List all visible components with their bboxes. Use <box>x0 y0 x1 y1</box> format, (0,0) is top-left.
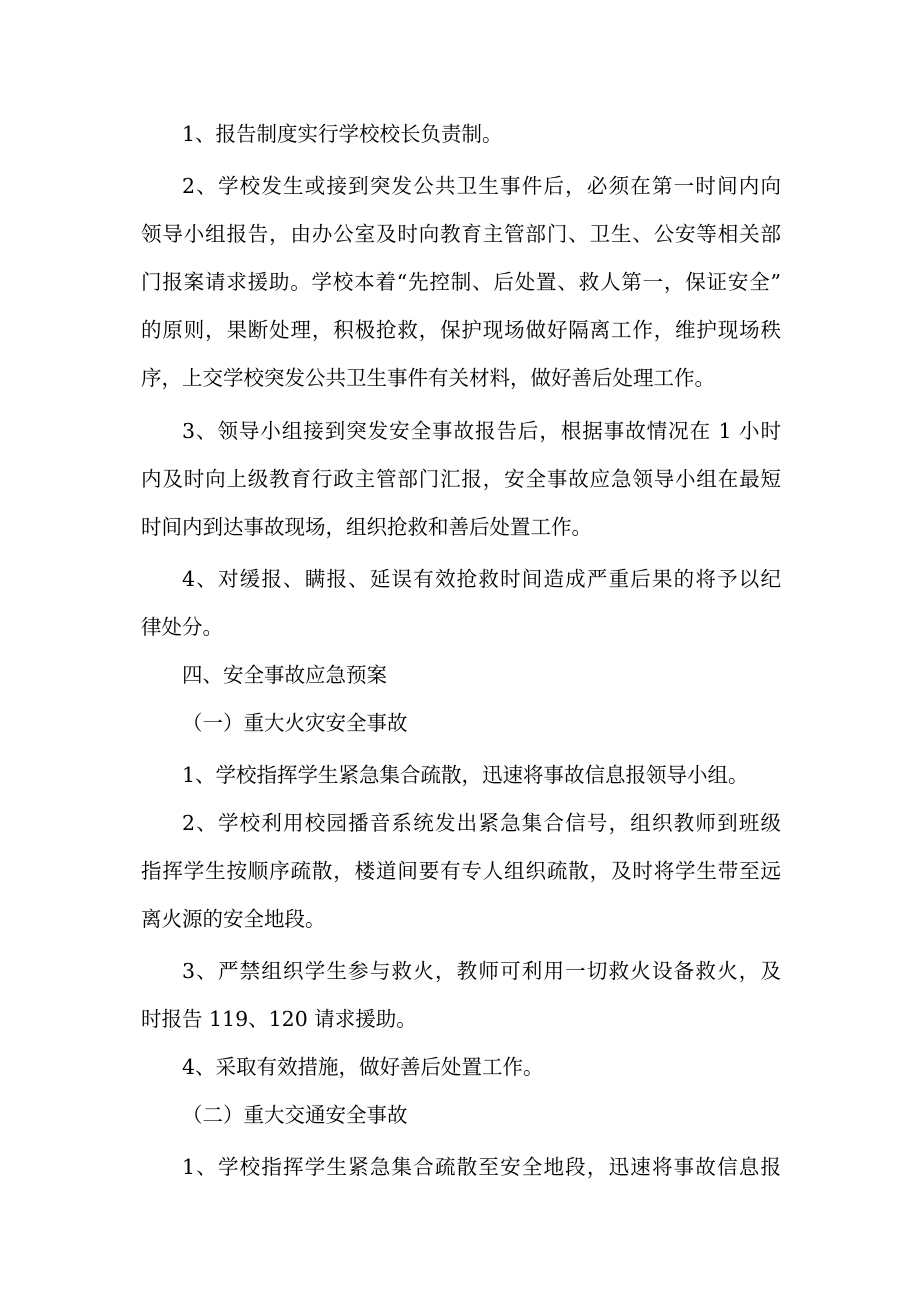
paragraph-penalty-line-1: 4、对缓报、瞒报、延误有效抢救时间造成严重后果的将予以纪 <box>182 567 781 591</box>
paragraph-leader-report-line-3: 时间内到达事故现场，组织抢救和善后处置工作。 <box>141 515 592 539</box>
paragraph-traffic-1: 1、学校指挥学生紧急集合疏散至安全地段，迅速将事故信息报 <box>182 1155 781 1179</box>
subsection-heading-fire: （一）重大火灾安全事故 <box>182 711 408 735</box>
subsection-heading-traffic: （二）重大交通安全事故 <box>182 1103 408 1127</box>
section-heading-emergency-plan: 四、安全事故应急预案 <box>182 663 387 687</box>
paragraph-fire-2-line-3: 离火源的安全地段。 <box>141 907 326 931</box>
paragraph-fire-4: 4、采取有效措施，做好善后处置工作。 <box>182 1055 544 1079</box>
paragraph-fire-2-line-1: 2、学校利用校园播音系统发出紧急集合信号，组织教师到班级 <box>182 811 781 835</box>
paragraph-incident-reporting-line-1: 2、学校发生或接到突发公共卫生事件后，必须在第一时间内向 <box>182 174 781 198</box>
paragraph-incident-reporting-line-3: 门报案请求援助。学校本着“先控制、后处置、救人第一，保证安全” <box>141 270 781 294</box>
paragraph-fire-3-line-1: 3、严禁组织学生参与救火，教师可利用一切救火设备救火，及 <box>182 959 781 983</box>
paragraph-fire-2-line-2: 指挥学生按顺序疏散，楼道间要有专人组织疏散，及时将学生带至远 <box>141 859 781 883</box>
paragraph-fire-3-line-2: 时报告 119、120 请求援助。 <box>141 1007 417 1031</box>
paragraph-report-system: 1、报告制度实行学校校长负责制。 <box>182 122 503 146</box>
paragraph-incident-reporting-line-2: 领导小组报告，由办公室及时向教育主管部门、卫生、公安等相关部 <box>141 222 781 246</box>
paragraph-penalty-line-2: 律处分。 <box>141 615 223 639</box>
paragraph-fire-1: 1、学校指挥学生紧急集合疏散，迅速将事故信息报领导小组。 <box>182 763 749 787</box>
paragraph-incident-reporting-line-4: 的原则，果断处理，积极抢救，保护现场做好隔离工作，维护现场秩 <box>141 318 781 342</box>
paragraph-leader-report-line-1: 3、领导小组接到突发安全事故报告后，根据事故情况在 1 小时 <box>182 419 781 443</box>
paragraph-incident-reporting-line-5: 序，上交学校突发公共卫生事件有关材料，做好善后处理工作。 <box>141 366 715 390</box>
paragraph-leader-report-line-2: 内及时向上级教育行政主管部门汇报，安全事故应急领导小组在最短 <box>141 467 781 491</box>
